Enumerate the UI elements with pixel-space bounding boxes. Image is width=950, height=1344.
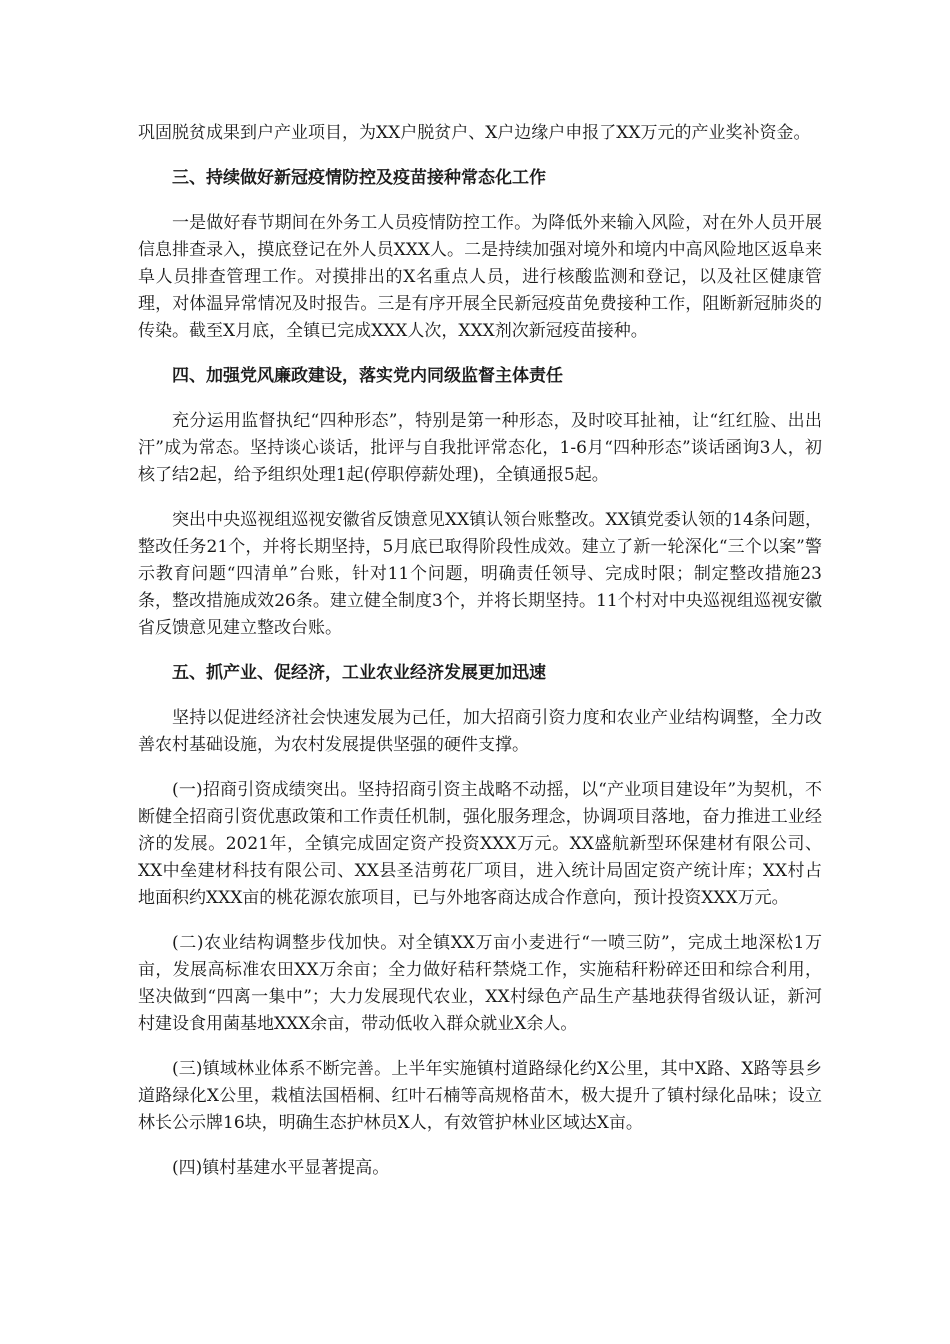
body-paragraph: 坚持以促进经济社会快速发展为己任，加大招商引资力度和农业产业结构调整，全力改善农村基础设施，为农村发展提供坚强的硬件支撑。: [138, 708, 822, 755]
body-paragraph: (二)农业结构调整步伐加快。对全镇XX万亩小麦进行“一喷三防”，完成土地深松1万亩，发展高标准农田XX万余亩；全力做好秸秆禁烧工作，实施秸秆粉碎还田和综合利用，坚决做到“四离一集中”；大力发展现代农业，XX村绿色产品生产基地获得省级认证，新河村建设食用菌基地XXX余亩，带动低收入群众就业X余人。: [138, 933, 822, 1034]
body-paragraph: (四)镇村基建水平显著提高。: [172, 1158, 390, 1178]
section-heading: 四、加强党风廉政建设，落实党内同级监督主体责任: [172, 366, 563, 386]
body-paragraph: (三)镇域林业体系不断完善。上半年实施镇村道路绿化约X公里，其中X路、X路等县乡道路绿化X公里，栽植法国梧桐、红叶石楠等高规格苗木，极大提升了镇村绿化品味；设立林长公示牌16块，明确生态护林员X人，有效管护林业区域达X亩。: [138, 1059, 822, 1133]
body-paragraph: 突出中央巡视组巡视安徽省反馈意见XX镇认领台账整改。XX镇党委认领的14条问题，整改任务21个，并将长期坚持，5月底已取得阶段性成效。建立了新一轮深化“三个以案”警示教育问题“四清单”台账，针对11个问题，明确责任领导、完成时限；制定整改措施23条，整改措施成效26条。建立健全制度3个，并将长期坚持。11个村对中央巡视组巡视安徽省反馈意见建立整改台账。: [138, 510, 822, 638]
section-heading: 三、持续做好新冠疫情防控及疫苗接种常态化工作: [172, 168, 546, 188]
body-paragraph: 巩固脱贫成果到户产业项目，为XX户脱贫户、X户边缘户申报了XX万元的产业奖补资金。: [138, 123, 811, 143]
body-paragraph: 一是做好春节期间在外务工人员疫情防控工作。为降低外来输入风险，对在外人员开展信息排查录入，摸底登记在外人员XXX人。二是持续加强对境外和境内中高风险地区返阜来阜人员排查管理工作。对摸排出的X名重点人员，进行核酸监测和登记，以及社区健康管理，对体温异常情况及时报告。三是有序开展全民新冠疫苗免费接种工作，阻断新冠肺炎的传染。截至X月底，全镇已完成XXX人次，XXX剂次新冠疫苗接种。: [138, 213, 822, 341]
section-heading: 五、抓产业、促经济，工业农业经济发展更加迅速: [172, 663, 546, 683]
body-paragraph: (一)招商引资成绩突出。坚持招商引资主战略不动摇，以“产业项目建设年”为契机，不断健全招商引资优惠政策和工作责任机制，强化服务理念，协调项目落地，奋力推进工业经济的发展。2021年，全镇完成固定资产投资XXX万元。XX盛航新型环保建材有限公司、XX中垒建材科技有限公司、XX县圣洁剪花厂项目，进入统计局固定资产统计库；XX村占地面积约XXX亩的桃花源农旅项目，已与外地客商达成合作意向，预计投资XXX万元。: [138, 780, 822, 908]
body-paragraph: 充分运用监督执纪“四种形态”，特别是第一种形态，及时咬耳扯袖，让“红红脸、出出汗”成为常态。坚持谈心谈话，批评与自我批评常态化，1-6月“四种形态”谈话函询3人，初核了结2起，给予组织处理1起(停职停薪处理)，全镇通报5起。: [138, 411, 822, 485]
